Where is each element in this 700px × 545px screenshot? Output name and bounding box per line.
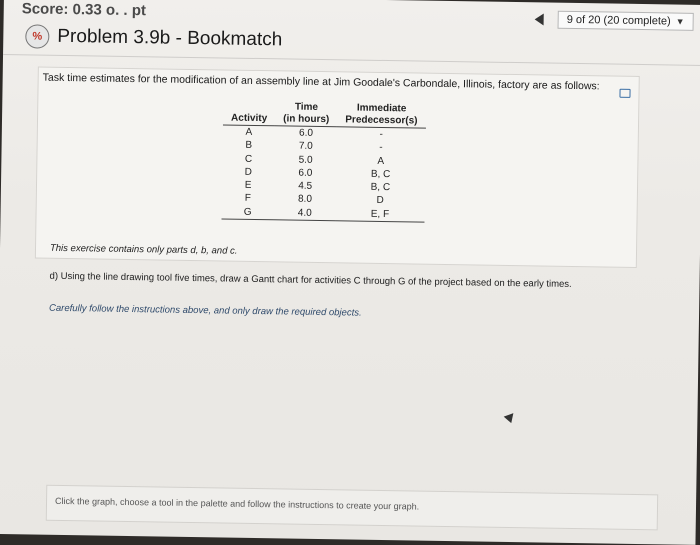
- question-nav: [535, 10, 694, 30]
- table-row: D 6.0 B, C: [244, 166, 391, 180]
- expand-icon[interactable]: [619, 89, 630, 98]
- score-text: Score: 0.33 o. . pt: [21, 0, 147, 20]
- table-row: E 4.5 B, C: [244, 179, 391, 194]
- table-row: B 7.0 -: [245, 140, 383, 154]
- parts-note: This exercise contains only parts d, b, and c.: [49, 242, 238, 257]
- header-divider: [3, 54, 700, 66]
- careful-note: Carefully follow the instructions above, and only draw the required objects.: [48, 302, 362, 319]
- problem-header: [25, 24, 282, 52]
- graph-area[interactable]: [46, 485, 658, 531]
- progress-label: 9 of 20 (20 complete): [566, 13, 671, 28]
- problem-intro: Task time estimates for the modification of an assembly line at Jim Goodale's Carbondale, Illinois, factory are as follows:: [42, 71, 600, 93]
- table-row: F 8.0 D: [244, 193, 384, 207]
- mouse-cursor-icon: [504, 410, 517, 423]
- table-row: A 6.0 -: [245, 126, 383, 140]
- table-header-row: [223, 100, 426, 128]
- graph-hint: Click the graph, choose a tool in the palette and follow the instructions to create your graph.: [54, 495, 420, 512]
- problem-title: Problem 3.9b - Bookmatch: [57, 25, 283, 51]
- header-activity: Activity: [230, 112, 268, 125]
- table-row: G 4.0 E, F: [221, 205, 424, 222]
- table-row: C 5.0 A: [244, 153, 385, 167]
- header-predecessors: Immediate Predecessor(s): [345, 102, 418, 127]
- chevron-down-icon: ▼: [675, 16, 685, 27]
- instruction-text: d) Using the line drawing tool five times, draw a Gantt chart for activities C through G of the project based on the early times.: [49, 270, 572, 290]
- activity-table: [221, 100, 425, 222]
- question-content-box: [35, 67, 640, 268]
- header-time: Time (in hours): [283, 101, 330, 126]
- question-progress-dropdown[interactable]: [558, 11, 694, 31]
- previous-question-icon[interactable]: [535, 13, 544, 25]
- partial-credit-icon: %: [25, 24, 49, 48]
